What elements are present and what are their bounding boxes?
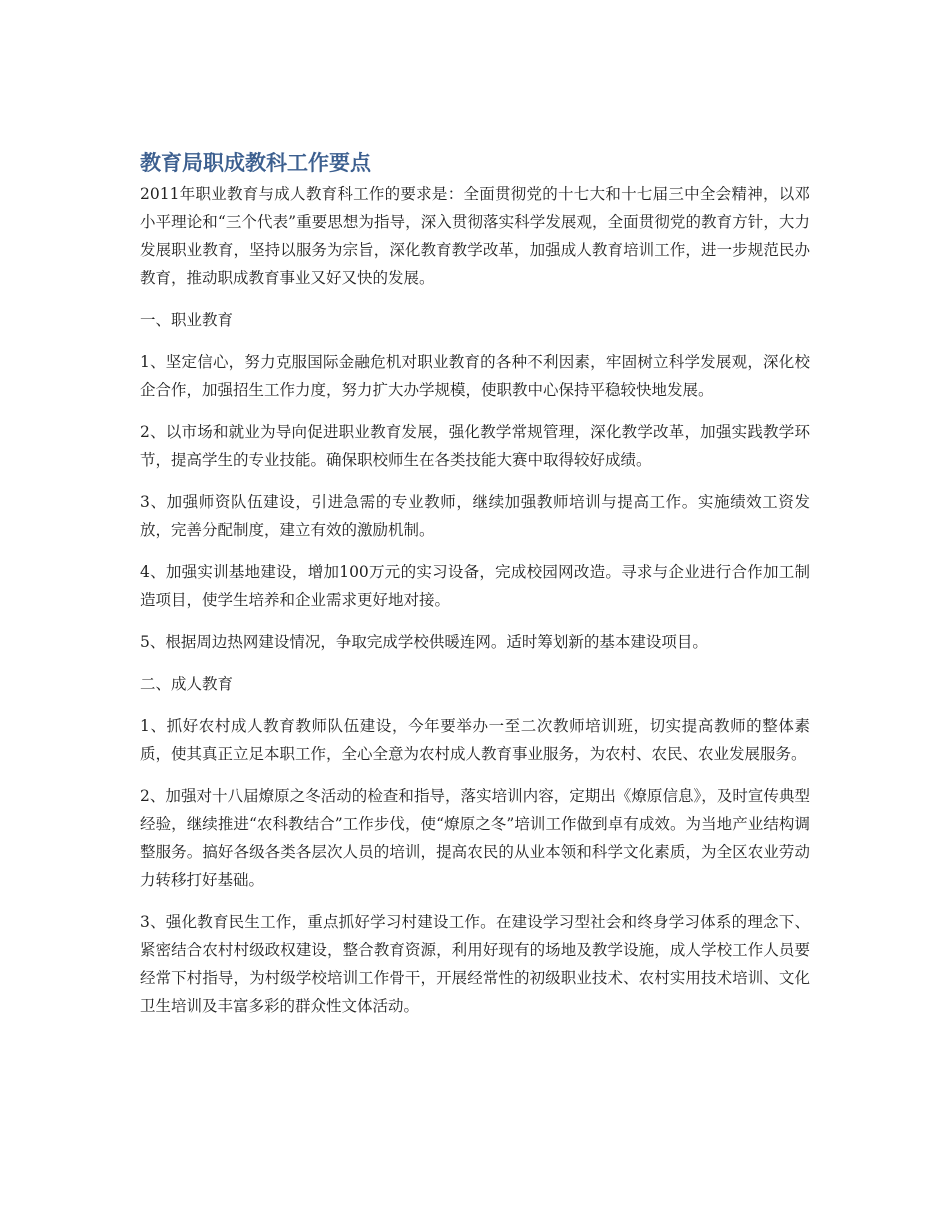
section-heading: 二、成人教育 bbox=[140, 675, 234, 693]
list-item: 3、加强师资队伍建设，引进急需的专业教师，继续加强教师培训与提高工作。实施绩效工资发放，完善分配制度，建立有效的激励机制。 bbox=[140, 493, 810, 539]
list-item: 3、强化教育民生工作，重点抓好学习村建设工作。在建设学习型社会和终身学习体系的理念下、紧密结合农村村级政权建设，整合教育资源，利用好现有的场地及教学设施，成人学校工作人员要经常下村指导，为村级学校培训工作骨干，开展经常性的初级职业技术、农村实用技术培训、文化卫生培训及丰富多彩的群众性文体活动。 bbox=[140, 913, 810, 1015]
list-item: 2、加强对十八届燎原之冬活动的检查和指导，落实培训内容，定期出《燎原信息》，及时宣传典型经验，继续推进“农科教结合”工作步伐，使“燎原之冬”培训工作做到卓有成效。为当地产业结构调整服务。搞好各级各类各层次人员的培训，提高农民的从业本领和科学文化素质，为全区农业劳动力转移打好基础。 bbox=[140, 787, 810, 889]
list-item: 2、以市场和就业为导向促进职业教育发展，强化教学常规管理，深化教学改革，加强实践教学环节，提高学生的专业技能。确保职校师生在各类技能大赛中取得较好成绩。 bbox=[140, 423, 810, 469]
intro-paragraph: 2011年职业教育与成人教育科工作的要求是：全面贯彻党的十七大和十七届三中全会精神，以邓小平理论和“三个代表”重要思想为指导，深入贯彻落实科学发展观，全面贯彻党的教育方针，大力发展职业教育，坚持以服务为宗旨，深化教育教学改革，加强成人教育培训工作，进一步规范民办教育，推动职成教育事业又好又快的发展。 bbox=[140, 185, 810, 287]
section-adult bbox=[140, 670, 810, 1020]
list-item: 4、加强实训基地建设，增加100万元的实习设备，完成校园网改造。寻求与企业进行合作加工制造项目，使学生培养和企业需求更好地对接。 bbox=[140, 563, 810, 609]
document-page bbox=[140, 148, 810, 1034]
document-title: 教育局职成教科工作要点 bbox=[140, 151, 371, 175]
section-vocational bbox=[140, 306, 810, 656]
list-item: 1、抓好农村成人教育教师队伍建设，今年要举办一至二次教师培训班，切实提高教师的整体素质，使其真正立足本职工作，全心全意为农村成人教育事业服务，为农村、农民、农业发展服务。 bbox=[140, 717, 810, 763]
section-heading: 一、职业教育 bbox=[140, 311, 234, 329]
list-item: 1、坚定信心，努力克服国际金融危机对职业教育的各种不利因素，牢固树立科学发展观，深化校企合作，加强招生工作力度，努力扩大办学规模，使职教中心保持平稳较快地发展。 bbox=[140, 353, 810, 399]
list-item: 5、根据周边热网建设情况，争取完成学校供暖连网。适时筹划新的基本建设项目。 bbox=[140, 633, 708, 651]
